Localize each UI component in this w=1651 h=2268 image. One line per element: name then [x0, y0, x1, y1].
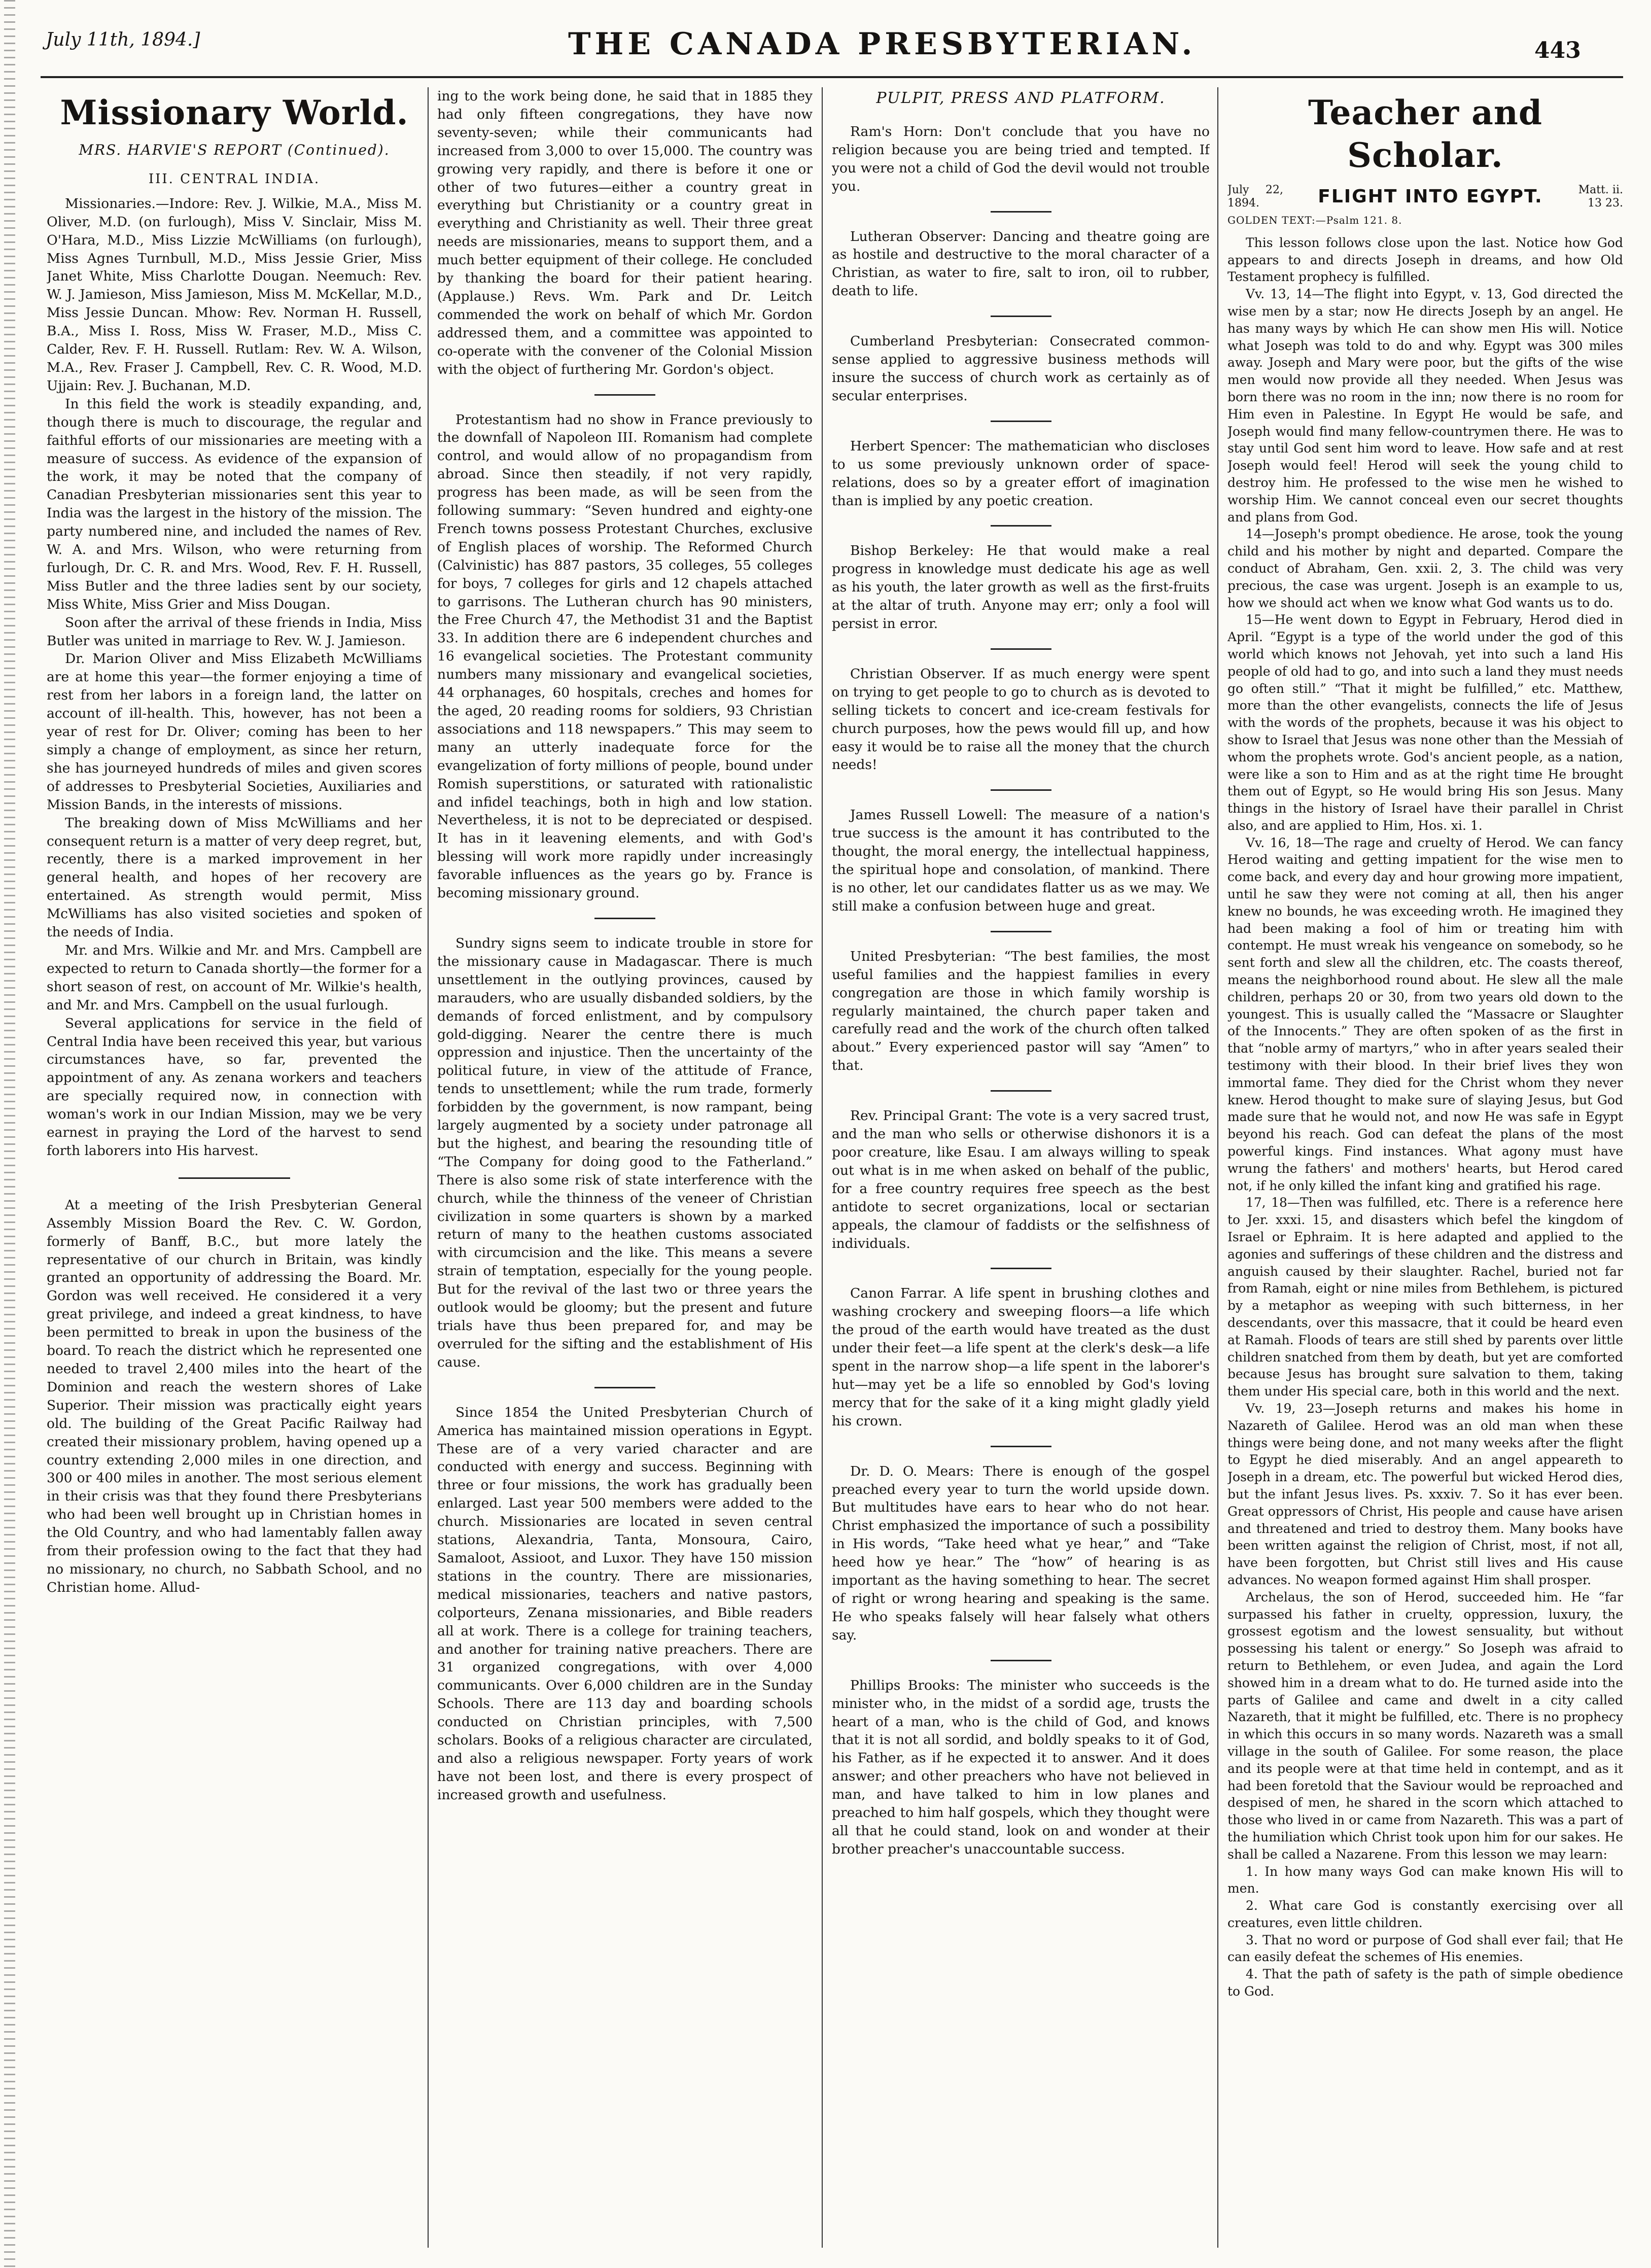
column-continued: [437, 87, 813, 2248]
quote-item: Lutheran Observer: Dancing and theatre going are as hostile and destructive to the moral character of a Christian, as water to fire, salt to iron, oil to rubber, death to life.: [832, 228, 1210, 299]
column-missionary-world: [47, 87, 422, 2248]
paragraph: The breaking down of Miss McWilliams and her consequent return is a matter of very deep regret, but, recently, there is a marked improvement in her general health, and hopes of her recovery are entertained. As strength would permit, Miss McWilliams has also visited societies and spoken of the needs of India.: [47, 815, 422, 940]
golden-text: GOLDEN TEXT:—Psalm 121. 8.: [1227, 214, 1402, 226]
divider: [991, 525, 1051, 527]
divider: [991, 1090, 1051, 1092]
quote-item: Canon Farrar. A life spent in brushing clothes and washing crockery and sweeping floors—a life which the proud of the earth would have treated as the dust under their feet—a life spent at the clerk's desk—a life spent in the narrow shop—a life spent in the laborer's hut—may yet be a life so ennobled by God's loving mercy that for the sake of it a king might gladly yield his crown.: [832, 1285, 1210, 1429]
column-rule: [1217, 87, 1218, 2248]
section-title: Teacher and Scholar.: [1308, 93, 1543, 175]
divider: [991, 1268, 1051, 1269]
quote-item: Rev. Principal Grant: The vote is a very sacred trust, and the man who sells or otherwise dishonors it is a poor creature, like Esau. I am always willing to speak out what is in me when asked on behalf of the public, for a free country requires free speech as the best antidote to secret organizations, local or sectarian appeals, the clamour of faddists or the selfishness of individuals.: [832, 1108, 1210, 1251]
quote-item: Phillips Brooks: The minister who succeeds is the minister who, in the midst of a sordid age, trusts the heart of a man, who is the child of God, and knows that it is not all sordid, and boldly speaks to it of God, his Father, as if he expected it to answer. And it does answer; and other preachers who have not believed in man, and have talked to him in low planes and preached to him half gospels, which they thought were all that he could stand, look on and wonder at their brother preacher's unaccountable success.: [832, 1677, 1210, 1857]
section-title: Missionary World.: [60, 93, 409, 132]
paragraph: 17, 18—Then was fulfilled, etc. There is a reference here to Jer. xxxi. 15, and disasters which befel the kingdom of Israel or Ephraim. It is here adapted and applied to the agonies and sufferings of these children and the distress and anguish caused by their slaughter. Rachel, buried not far from Ramah, eight or nine miles from Bethlehem, is pictured by a metaphor as weeping with such bitterness, in her descendants, over this massacre, that it could be heard even at Ramah. Floods of tears are still shed by parents over little children snatched from them by death, but yet are comforted because Jesus has brought sure salvation to them, taking them under His special care, both in this world and the next.: [1227, 1195, 1623, 1399]
paragraph: 15—He went down to Egypt in February, Herod died in April. “Egypt is a type of the world under the god of this world which knows not Jehovah, yet into such a land His people of old had to go, and into such a land they must needs go often still.” “That it might be fulfilled,” etc. Matthew, more than the other evangelists, connects the life of Jesus with the words of the prophets, because it was his object to show to Israel that Jesus was none other than the Messiah of whom the prophets wrote. God's ancient people, as a nation, were like a son to Him and as at the right time He brought them out of Egypt, so He would bring His son Jesus. Many things in the history of Israel have their parallel in Christ also, and are applied to Him, Hos. xi. 1.: [1227, 612, 1623, 833]
page-number: 443: [1534, 38, 1581, 63]
divider: [991, 1446, 1051, 1447]
quote-item: Herbert Spencer: The mathematician who discloses to us some previously unknown order of space-relations, does so by a greater effort of imagination than is implied by any poetic creation.: [832, 438, 1210, 509]
lesson-reference: Matt. ii. 13 23.: [1578, 184, 1623, 210]
lesson-point: 3. That no word or purpose of God shall ever fail; that He can easily defeat the schemes of His enemies.: [1227, 1932, 1623, 1965]
article-heading: III. CENTRAL INDIA.: [148, 171, 321, 187]
column-pulpit-press-platform: [832, 87, 1210, 2248]
lesson-point: 2. What care God is constantly exercising over all creatures, even little children.: [1227, 1898, 1623, 1930]
divider: [991, 1660, 1051, 1661]
lesson-point: 4. That the path of safety is the path of simple obedience to God.: [1227, 1967, 1623, 1999]
lesson-date: July 22, 1894.: [1227, 184, 1283, 210]
paragraph: Missionaries.—Indore: Rev. J. Wilkie, M.A., Miss M. Oliver, M.D. (on furlough), Miss V. Sinclair, Miss M. O'Hara, M.D., Miss Lizzie McWilliams (on furlough), Miss Agnes Turnbull, M.D., Miss Jessie Grier, Miss Janet White, Miss Charlotte Dougan. Neemuch: Rev. W. J. Jamieson, Miss Jamieson, Miss M. McKellar, M.D., Miss Jessie Duncan. Mhow: Rev. Norman H. Russell, B.A., Miss I. Ross, Miss W. Fraser, M.D., Miss C. Calder, Rev. F. H. Russell. Rutlam: Rev. W. A. Wilson, M.A., Rev. Fraser J. Campbell, Rev. C. R. Wood, M.D. Ujjain: Rev. J. Buchanan, M.D.: [47, 195, 422, 394]
column-rule: [822, 87, 823, 2248]
paragraph: Mr. and Mrs. Wilkie and Mr. and Mrs. Campbell are expected to return to Canada shortly—the former for a short season of rest, on account of Mr. Wilkie's health, and Mr. and Mrs. Campbell on the usual furlough.: [47, 942, 422, 1013]
masthead-title: THE CANADA PRESBYTERIAN.: [568, 26, 1197, 62]
column-teacher-and-scholar: [1227, 87, 1623, 2248]
article-subtitle: MRS. HARVIE'S REPORT (Continued).: [79, 142, 390, 158]
divider: [991, 421, 1051, 422]
lesson-point: 1. In how many ways God can make known His will to men.: [1227, 1864, 1623, 1896]
divider: [991, 789, 1051, 791]
quote-item: Bishop Berkeley: He that would make a real progress in knowledge must dedicate his age as well as his youth, the later growth as well as the first-fruits at the altar of truth. Anyone may err; only a fool will persist in error.: [832, 543, 1210, 632]
divider: [991, 316, 1051, 317]
quote-item: Christian Observer. If as much energy were spent on trying to get people to go to church as is devoted to selling tickets to concert and ice-cream festivals for church purposes, how the pews would fill up, and how easy it would be to raise all the money that the church needs!: [832, 666, 1210, 773]
quote-item: Dr. D. O. Mears: There is enough of the gospel preached every year to turn the world upside down. But multitudes have ears to hear who do not hear. Christ emphasized the importance of such a possibility in His words, “Take heed what ye hear,” and “Take heed how ye hear.” The “how” of hearing is as important as the having something to hear. The secret of right or wrong hearing and speaking is the same. He who speaks falsely will hear falsely what others say.: [832, 1463, 1210, 1643]
column-rule: [428, 87, 429, 2248]
quote-item: United Presbyterian: “The best families, the most useful families and the happiest families in every congregation are those in which family worship is regularly maintained, the church paper taken and carefully read and the work of the church often talked about.” Every experienced pastor will say “Amen” to that.: [832, 948, 1210, 1074]
section-title: PULPIT, PRESS AND PLATFORM.: [876, 89, 1166, 107]
paragraph: Since 1854 the United Presbyterian Church of America has maintained mission operations in Egypt. These are of a very varied character and are conducted with energy and success. Beginning with three or four missions, the work has gradually been enlarged. Last year 500 members were added to the church. Missionaries are located in seven central stations, Alexandria, Tanta, Monsoura, Cairo, Samaloot, Assioot, and Luxor. They have 150 mission stations in the country. There are missionaries, medical missionaries, teachers and native pastors, colporteurs, Zenana missionaries, and Bible readers all at work. There is a college for training teachers, and another for training native preachers. There are 31 organized congregations, with over 4,000 communicants. Over 6,000 children are in the Sunday Schools. There are 113 day and boarding schools conducted on Christian principles, with 7,500 scholars. Books of a religious character are circulated, and also a religious newspaper. Forty years of work have not been lost, and there is every prospect of increased growth and usefulness.: [437, 1404, 813, 1803]
divider: [594, 918, 655, 919]
divider: [991, 931, 1051, 932]
divider: [991, 648, 1051, 650]
divider: [594, 1387, 655, 1388]
divider: [991, 211, 1051, 213]
page-binding-edge: [4, 0, 15, 2268]
header-rule: [41, 76, 1623, 78]
paragraph: In this field the work is steadily expanding, and, though there is much to discourage, the regular and faithful efforts of our missionaries are meeting with a measure of success. As evidence of the expansion of the work, it may be noted that the company of Canadian Presbyterian missionaries sent this year to India was the largest in the history of the mission. The party numbered nine, and included the names of Rev. W. A. and Mrs. Wilson, who were returning from furlough, Dr. C. R. and Mrs. Wood, Rev. F. H. Russell, Miss Butler and the three ladies sent by our society, Miss White, Miss Grier and Miss Dougan.: [47, 396, 422, 612]
paragraph: Several applications for service in the field of Central India have been received this year, but various circumstances have, so far, prevented the appointment of any. As zenana workers and teachers are specially required now, in connection with woman's work in our Indian Mission, may we be very earnest in praying the Lord of the harvest to send forth laborers into His harvest.: [47, 1015, 422, 1159]
divider: [594, 394, 655, 396]
paragraph: 14—Joseph's prompt obedience. He arose, took the young child and his mother by night and departed. Compare the conduct of Abraham, Gen. xxii. 2, 3. The child was very precious, the case was urgent. Joseph is an example to us, how we should act when we know what God wants us to do.: [1227, 527, 1623, 610]
paragraph: Vv. 13, 14—The flight into Egypt, v. 13, God directed the wise men by a star; now He directs Joseph by an angel. He has many ways by which He can show men His will. Notice what Joseph was told to do and why. Egypt was 300 miles away. Joseph and Mary were poor, but the gifts of the wise men would now provide all they needed. When Jesus was born there was no room in the inn; now there is no room for Him even in Palestine. In Egypt He would be safe, and Joseph would find many fellow-countrymen there. He was to stay until God sent him word to leave. How safe and at rest Joseph would feel! Herod will seek the young child to destroy him. He professed to the wise men he wished to worship Him. We cannot conceal even our secret thoughts and plans from God.: [1227, 287, 1623, 525]
paragraph: At a meeting of the Irish Presbyterian General Assembly Mission Board the Rev. C. W. Gordon, formerly of Banff, B.C., but more lately the representative of our church in Britain, was kindly granted an opportunity of addressing the Board. Mr. Gordon was well received. He considered it a very great privilege, and indeed a great kindness, to have been permitted to break in upon the business of the board. To reach the district which he represented one needed to travel 2,400 miles into the heart of the Dominion and reach the western shores of Lake Superior. Their mission was practically eight years old. The building of the Great Pacific Railway had created their missionary problem, having opened up a country extending 2,000 miles in one direction, and 300 or 400 miles in another. The most serious element in their crisis was that they found there Presbyterians who had been well brought up in Christian homes in the Old Country, and who had lamentably fallen away from their profession owing to the fact that they had no missionary, no church, no Sabbath School, and no Christian home. Allud-: [47, 1197, 422, 1595]
header-date: July 11th, 1894.]: [46, 29, 200, 50]
divider: [179, 1177, 290, 1179]
quote-item: Cumberland Presbyterian: Consecrated common-sense applied to aggressive business methods will insure the success of church work as certainly as of secular enterprises.: [832, 333, 1210, 404]
paragraph: Dr. Marion Oliver and Miss Elizabeth McWilliams are at home this year—the former enjoying a time of rest from her labors in a foreign land, the latter on account of ill-health. This, however, has not been a year of rest for Dr. Oliver; coming has been to her simply a change of employment, as since her return, she has journeyed hundreds of miles and given scores of addresses to Presbyterial Societies, Auxiliaries and Mission Bands, in the interests of missions.: [47, 651, 422, 813]
quote-item: Ram's Horn: Don't conclude that you have no religion because you are being tried and tempted. If you were not a child of God the devil would not trouble you.: [832, 123, 1210, 194]
paragraph: Vv. 16, 18—The rage and cruelty of Herod. We can fancy Herod waiting and getting impatient for the wise men to come back, and every day and hour growing more impatient, until he saw they were not coming at all, then his anger knew no bounds, he was exceeding wroth. He imagined they had been making a fool of him or treating him with contempt. He must wreak his vengeance on somebody, so he sent forth and slew all the children, etc. The coasts thereof, means the neighborhood round about. He slew all the male children, perhaps 20 or 30, from two years old down to the youngest. This is usually called the “Massacre or Slaughter of the Innocents.” They are often spoken of as the first in that “noble army of martyrs,” who in after years sealed their testimony with their blood. In their brief lives they won immortal fame. They died for the Christ whom they never knew. Herod thought to make sure of slaying Jesus, but God made sure that he would not, and now He was safe in Egypt beyond his reach. God can defeat the plans of the most powerful kings. Find instances. What agony must have wrung the fathers' and mothers' hearts, but Herod cared not, if he only killed the infant king and gratified his rage.: [1227, 835, 1623, 1193]
paragraph: ing to the work being done, he said that in 1885 they had only fifteen congregations, they have now seventy-seven; while their communicants had increased from 3,000 to over 15,000. The country was growing very rapidly, and there is before it one or other of two futures—either a country great in everything but Christianity or a country great in everything and Christianity as well. Their three great needs are missionaries, means to support them, and a much better equipment of their college. He concluded by thanking the board for their patient hearing. (Applause.) Revs. Wm. Park and Dr. Leitch commended the work on behalf of which Mr. Gordon addressed them, and a committee was appointed to co-operate with the convener of the Colonial Mission with the object of furthering Mr. Gordon's object.: [437, 88, 813, 377]
paragraph: Protestantism had no show in France previously to the downfall of Napoleon III. Romanism had complete control, and would allow of no propagandism from abroad. Since then steadily, if not very rapidly, progress has been made, as will be seen from the following summary: “Seven hundred and eighty-one French towns possess Protestant Churches, exclusive of English places of worship. The Reformed Church (Calvinistic) has 887 pastors, 35 colleges, 55 colleges for boys, 7 colleges for girls and 12 chapels attached to garrisons. The Lutheran church has 90 ministers, the Free Church 47, the Methodist 31 and the Baptist 33. In addition there are 6 independent churches and 16 evangelical societies. The Protestant community numbers many missionary and evangelical societies, 44 orphanages, 60 hospitals, creches and homes for the aged, 20 reading rooms for soldiers, 93 Christian associations and 118 newspapers.” This may seem to many an utterly inadequate force for the evangelization of forty millions of people, bound under Romish superstitions, or saturated with rationalistic and infidel teachings, both in high and low station. Nevertheless, it is not to be depreciated or despised. It has in it leavening elements, and with God's blessing will work more rapidly under increasingly favorable influences as the years go by. France is becoming missionary ground.: [437, 411, 813, 901]
lesson-title: FLIGHT INTO EGYPT.: [1318, 186, 1543, 207]
paragraph: Vv. 19, 23—Joseph returns and makes his home in Nazareth of Galilee. Herod was an old man when these things were being done, and not many weeks after the flight to Egypt he died miserably. And an angel appeareth to Joseph in a dream, etc. The powerful but wicked Herod dies, but the infant Jesus lives. Ps. xxxiv. 7. So it has ever been. Great oppressors of Christ, His people and cause have arisen and threatened and tried to destroy them. Many books have been written against the religion of Christ, most, if not all, have been forgotten, but Christ still lives and His cause advances. No weapon formed against Him shall prosper.: [1227, 1401, 1623, 1587]
quote-item: James Russell Lowell: The measure of a nation's true success is the amount it has contributed to the thought, the moral energy, the intellectual happiness, the spiritual hope and consolation, of mankind. There is no other, let our candidates flatter us as we may. We still make a confusion between huge and great.: [832, 807, 1210, 914]
lesson-header: [1227, 184, 1623, 210]
paragraph: Archelaus, the son of Herod, succeeded him. He “far surpassed his father in cruelty, oppression, luxury, the grossest egotism and the lowest sensuality, but without possessing his talent or energy.” So Joseph was afraid to return to Bethlehem, or even Judea, and again the Lord showed him in a dream what to do. He turned aside into the parts of Galilee and came and dwelt in a city called Nazareth, that it might be fulfilled, etc. There is no prophecy in which this occurs in so many words. Nazareth was a small village in the south of Galilee. For some reason, the place and its people were at that time held in contempt, and as it had been foretold that the Saviour would be reproached and despised of men, he shared in the scorn which attached to those who lived in or came from Nazareth. This was a part of the humiliation which Christ took upon him for our sakes. He shall be called a Nazarene. From this lesson we may learn:: [1227, 1589, 1623, 1862]
paragraph: Sundry signs seem to indicate trouble in store for the missionary cause in Madagascar. There is much unsettlement in the outlying provinces, caused by marauders, who are usually disbanded soldiers, by the demands of forced enlistment, and by compulsory gold-digging. Nearer the centre there is much oppression and injustice. Then the uncertainty of the political future, in view of the attitude of France, tends to unsettlement; while the rum trade, formerly forbidden by the government, is now rampant, being largely augmented by a society under patronage all but the highest, and bearing the resounding title of “The Company for doing good to the Fatherland.” There is also some risk of state interference with the church, while the thinness of the veneer of Christian civilization in some quarters is shown by a marked return of many to the heathen customs associated with circumcision and the like. This means a severe strain of temptation, especially for the young people. But for the revival of the last two or three years the outlook would be gloomy; but the present and future trials have thus been prepared for, and may be overruled for the sifting and the establishment of His cause.: [437, 935, 813, 1370]
paragraph: This lesson follows close upon the last. Notice how God appears to and directs Joseph in dreams, and how Old Testament prophecy is fulfilled.: [1227, 235, 1623, 285]
paragraph: Soon after the arrival of these friends in India, Miss Butler was united in marriage to Rev. W. J. Jamieson.: [47, 614, 422, 649]
